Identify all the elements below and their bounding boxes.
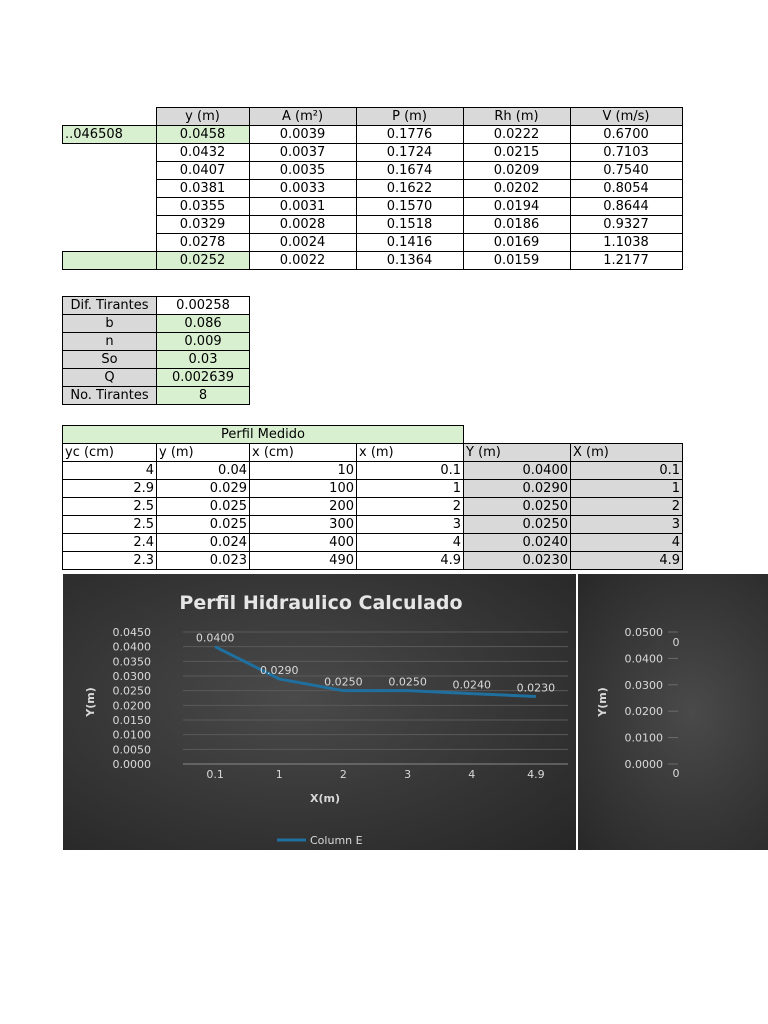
perfil-title-row [63, 426, 683, 444]
table-cell: 0.0222 [463, 126, 570, 144]
row-label-cell [63, 216, 157, 234]
param-row [63, 387, 250, 405]
table-cell: 0.0329 [156, 216, 249, 234]
table-cell: 0.7103 [570, 144, 682, 162]
table-cell: 2.9 [63, 480, 157, 498]
table-cell: 2.4 [63, 534, 157, 552]
data-label: 0.0400 [195, 631, 235, 645]
col-header: P (m) [356, 108, 463, 126]
col-header: A (m²) [249, 108, 356, 126]
table-cell: 0.0400 [464, 462, 571, 480]
table-cell: 0.0230 [464, 552, 571, 570]
table-cell: 0.7540 [570, 162, 682, 180]
param-label: So [63, 351, 157, 369]
table-cell: 0.0033 [249, 180, 356, 198]
table-cell: 4 [357, 534, 464, 552]
tirantes-table [62, 107, 683, 270]
tirantes-row [63, 216, 683, 234]
table-cell: 0.0159 [463, 252, 570, 270]
x-axis-label: X(m) [310, 792, 340, 805]
col-header: y (m) [157, 444, 250, 462]
data-label: 0.0230 [516, 681, 556, 695]
row-label-cell [63, 198, 157, 216]
perfil-row [63, 498, 683, 516]
table-cell: 0.025 [157, 516, 250, 534]
table-cell: 0.0169 [463, 234, 570, 252]
param-row [63, 333, 250, 351]
table-cell: 490 [250, 552, 357, 570]
data-label: 0.0250 [324, 675, 363, 689]
data-label: 0.0240 [452, 678, 491, 692]
table-cell: 0.0209 [463, 162, 570, 180]
table-cell: 100 [250, 480, 357, 498]
table-cell: 2.5 [63, 498, 157, 516]
param-label: b [63, 315, 157, 333]
params-table [62, 296, 250, 405]
tirantes-row [63, 180, 683, 198]
y-axis-label: Y(m) [596, 687, 609, 717]
tirantes-header-row [63, 108, 683, 126]
table-cell: 1.2177 [570, 252, 682, 270]
table-cell: 0.1 [357, 462, 464, 480]
table-cell: 0.0202 [463, 180, 570, 198]
chart-svg [578, 574, 768, 850]
param-label: No. Tirantes [63, 387, 157, 405]
y-tick-label: 0.0400 [624, 652, 663, 666]
table-cell: 200 [250, 498, 357, 516]
col-header: x (m) [357, 444, 464, 462]
table-cell: 0.1416 [356, 234, 463, 252]
table-cell: 4.9 [571, 552, 683, 570]
table-cell: 0.8054 [570, 180, 682, 198]
col-header: X (m) [571, 444, 683, 462]
param-value: 0.086 [157, 315, 250, 333]
y-tick-label: 0.0200 [112, 699, 151, 713]
param-value: 0.00258 [157, 297, 250, 315]
table-cell: 0.0031 [249, 198, 356, 216]
y-tick-label: 0.0050 [112, 743, 151, 757]
table-cell: 0.6700 [570, 126, 682, 144]
tirantes-row [63, 198, 683, 216]
table-cell: 4 [571, 534, 683, 552]
table-cell: 0.1570 [356, 198, 463, 216]
secondary-chart[interactable] [578, 574, 768, 850]
table-cell: 0.0194 [463, 198, 570, 216]
table-cell: 0.024 [157, 534, 250, 552]
table-cell: 0.0407 [156, 162, 249, 180]
param-row [63, 369, 250, 387]
table-cell: 0.1518 [356, 216, 463, 234]
row-label-cell [63, 180, 157, 198]
param-label: n [63, 333, 157, 351]
table-cell: 300 [250, 516, 357, 534]
perfil-row [63, 516, 683, 534]
col-header: y (m) [156, 108, 249, 126]
y-tick-label: 0.0300 [624, 678, 663, 692]
y-tick-label: 0.0350 [112, 655, 151, 669]
table-cell: 0.0250 [464, 498, 571, 516]
table-cell: 1 [571, 480, 683, 498]
tirantes-row [63, 234, 683, 252]
y-tick-label: 0.0000 [624, 758, 663, 771]
tirantes-row [63, 252, 683, 270]
x-tick-label: 0 [672, 767, 680, 780]
x-tick-label: 4.9 [527, 768, 545, 781]
param-row [63, 351, 250, 369]
table-cell: 3 [357, 516, 464, 534]
param-value: 0.009 [157, 333, 250, 351]
chart-title: Perfil Hidraulico Calculado [179, 592, 463, 614]
table-cell: 0.0458 [156, 126, 249, 144]
y-tick-label: 0.0500 [624, 626, 663, 639]
table-cell: 0.1674 [356, 162, 463, 180]
blank-header-cell [63, 108, 157, 126]
table-cell: 0.0035 [249, 162, 356, 180]
param-label: Dif. Tirantes [63, 297, 157, 315]
perfil-title: Perfil Medido [63, 426, 464, 444]
y-tick-label: 0.0250 [112, 684, 151, 698]
table-cell: 0.1 [571, 462, 683, 480]
table-cell: 4 [63, 462, 157, 480]
data-label: 0.0250 [388, 675, 427, 689]
table-cell: 2.3 [63, 552, 157, 570]
tirantes-row [63, 144, 683, 162]
row-label-cell [63, 234, 157, 252]
tirantes-row [63, 126, 683, 144]
perfil-row [63, 552, 683, 570]
param-value: 0.002639 [157, 369, 250, 387]
y-axis-label: Y(m) [84, 687, 97, 717]
row-label-cell: ..046508 [63, 126, 157, 144]
param-label: Q [63, 369, 157, 387]
table-cell: 0.0028 [249, 216, 356, 234]
param-value: 0.03 [157, 351, 250, 369]
table-cell: 0.0022 [249, 252, 356, 270]
y-tick-label: 0.0300 [112, 670, 151, 683]
col-header: Y (m) [464, 444, 571, 462]
y-tick-label: 0.0150 [112, 714, 151, 727]
data-label: 0 [672, 636, 680, 649]
table-cell: 0.0278 [156, 234, 249, 252]
param-value: 8 [157, 387, 250, 405]
y-tick-label: 0.0400 [112, 640, 151, 654]
x-tick-label: 2 [339, 768, 347, 781]
table-cell: 0.0024 [249, 234, 356, 252]
table-cell: 0.04 [157, 462, 250, 480]
table-cell: 0.0252 [156, 252, 249, 270]
table-cell: 400 [250, 534, 357, 552]
legend-entry: Column E [310, 834, 363, 847]
table-cell: 0.0355 [156, 198, 249, 216]
table-cell: 1.1038 [570, 234, 682, 252]
table-cell: 1 [357, 480, 464, 498]
table-cell: 0.023 [157, 552, 250, 570]
col-header: yc (cm) [63, 444, 157, 462]
y-tick-label: 0.0100 [624, 731, 663, 745]
table-cell: 0.1724 [356, 144, 463, 162]
param-row [63, 297, 250, 315]
table-cell: 2 [571, 498, 683, 516]
table-cell: 3 [571, 516, 683, 534]
table-cell: 0.0039 [249, 126, 356, 144]
perfil-medido-table [62, 425, 683, 570]
x-tick-label: 0.1 [206, 768, 224, 781]
table-cell: 0.0290 [464, 480, 571, 498]
x-tick-label: 1 [275, 768, 283, 781]
table-cell: 0.1776 [356, 126, 463, 144]
table-cell: 0.1622 [356, 180, 463, 198]
perfil-hidraulico-chart[interactable] [63, 574, 576, 850]
perfil-header-row [63, 444, 683, 462]
perfil-row [63, 462, 683, 480]
row-label-cell [63, 144, 157, 162]
table-cell: 0.0250 [464, 516, 571, 534]
param-row [63, 315, 250, 333]
y-tick-label: 0.0450 [112, 626, 151, 639]
col-header: V (m/s) [570, 108, 682, 126]
perfil-row [63, 480, 683, 498]
col-header: Rh (m) [463, 108, 570, 126]
table-cell: 0.1364 [356, 252, 463, 270]
table-cell: 2 [357, 498, 464, 516]
table-cell: 0.025 [157, 498, 250, 516]
tirantes-row [63, 162, 683, 180]
y-tick-label: 0.0100 [112, 728, 151, 742]
col-header: x (cm) [250, 444, 357, 462]
table-cell: 0.0432 [156, 144, 249, 162]
data-label: 0.0290 [260, 663, 299, 677]
chart-svg [63, 574, 576, 850]
blank-cell [464, 426, 683, 444]
x-tick-label: 4 [468, 768, 476, 781]
row-label-cell [63, 162, 157, 180]
table-cell: 0.9327 [570, 216, 682, 234]
perfil-row [63, 534, 683, 552]
table-cell: 10 [250, 462, 357, 480]
y-tick-label: 0.0200 [624, 705, 663, 719]
row-label-cell [63, 252, 157, 270]
table-cell: 0.0381 [156, 180, 249, 198]
table-cell: 0.0186 [463, 216, 570, 234]
table-cell: 0.0215 [463, 144, 570, 162]
table-cell: 0.0037 [249, 144, 356, 162]
table-cell: 0.8644 [570, 198, 682, 216]
table-cell: 2.5 [63, 516, 157, 534]
table-cell: 4.9 [357, 552, 464, 570]
x-tick-label: 3 [404, 768, 412, 781]
table-cell: 0.029 [157, 480, 250, 498]
table-cell: 0.0240 [464, 534, 571, 552]
y-tick-label: 0.0000 [112, 758, 151, 771]
